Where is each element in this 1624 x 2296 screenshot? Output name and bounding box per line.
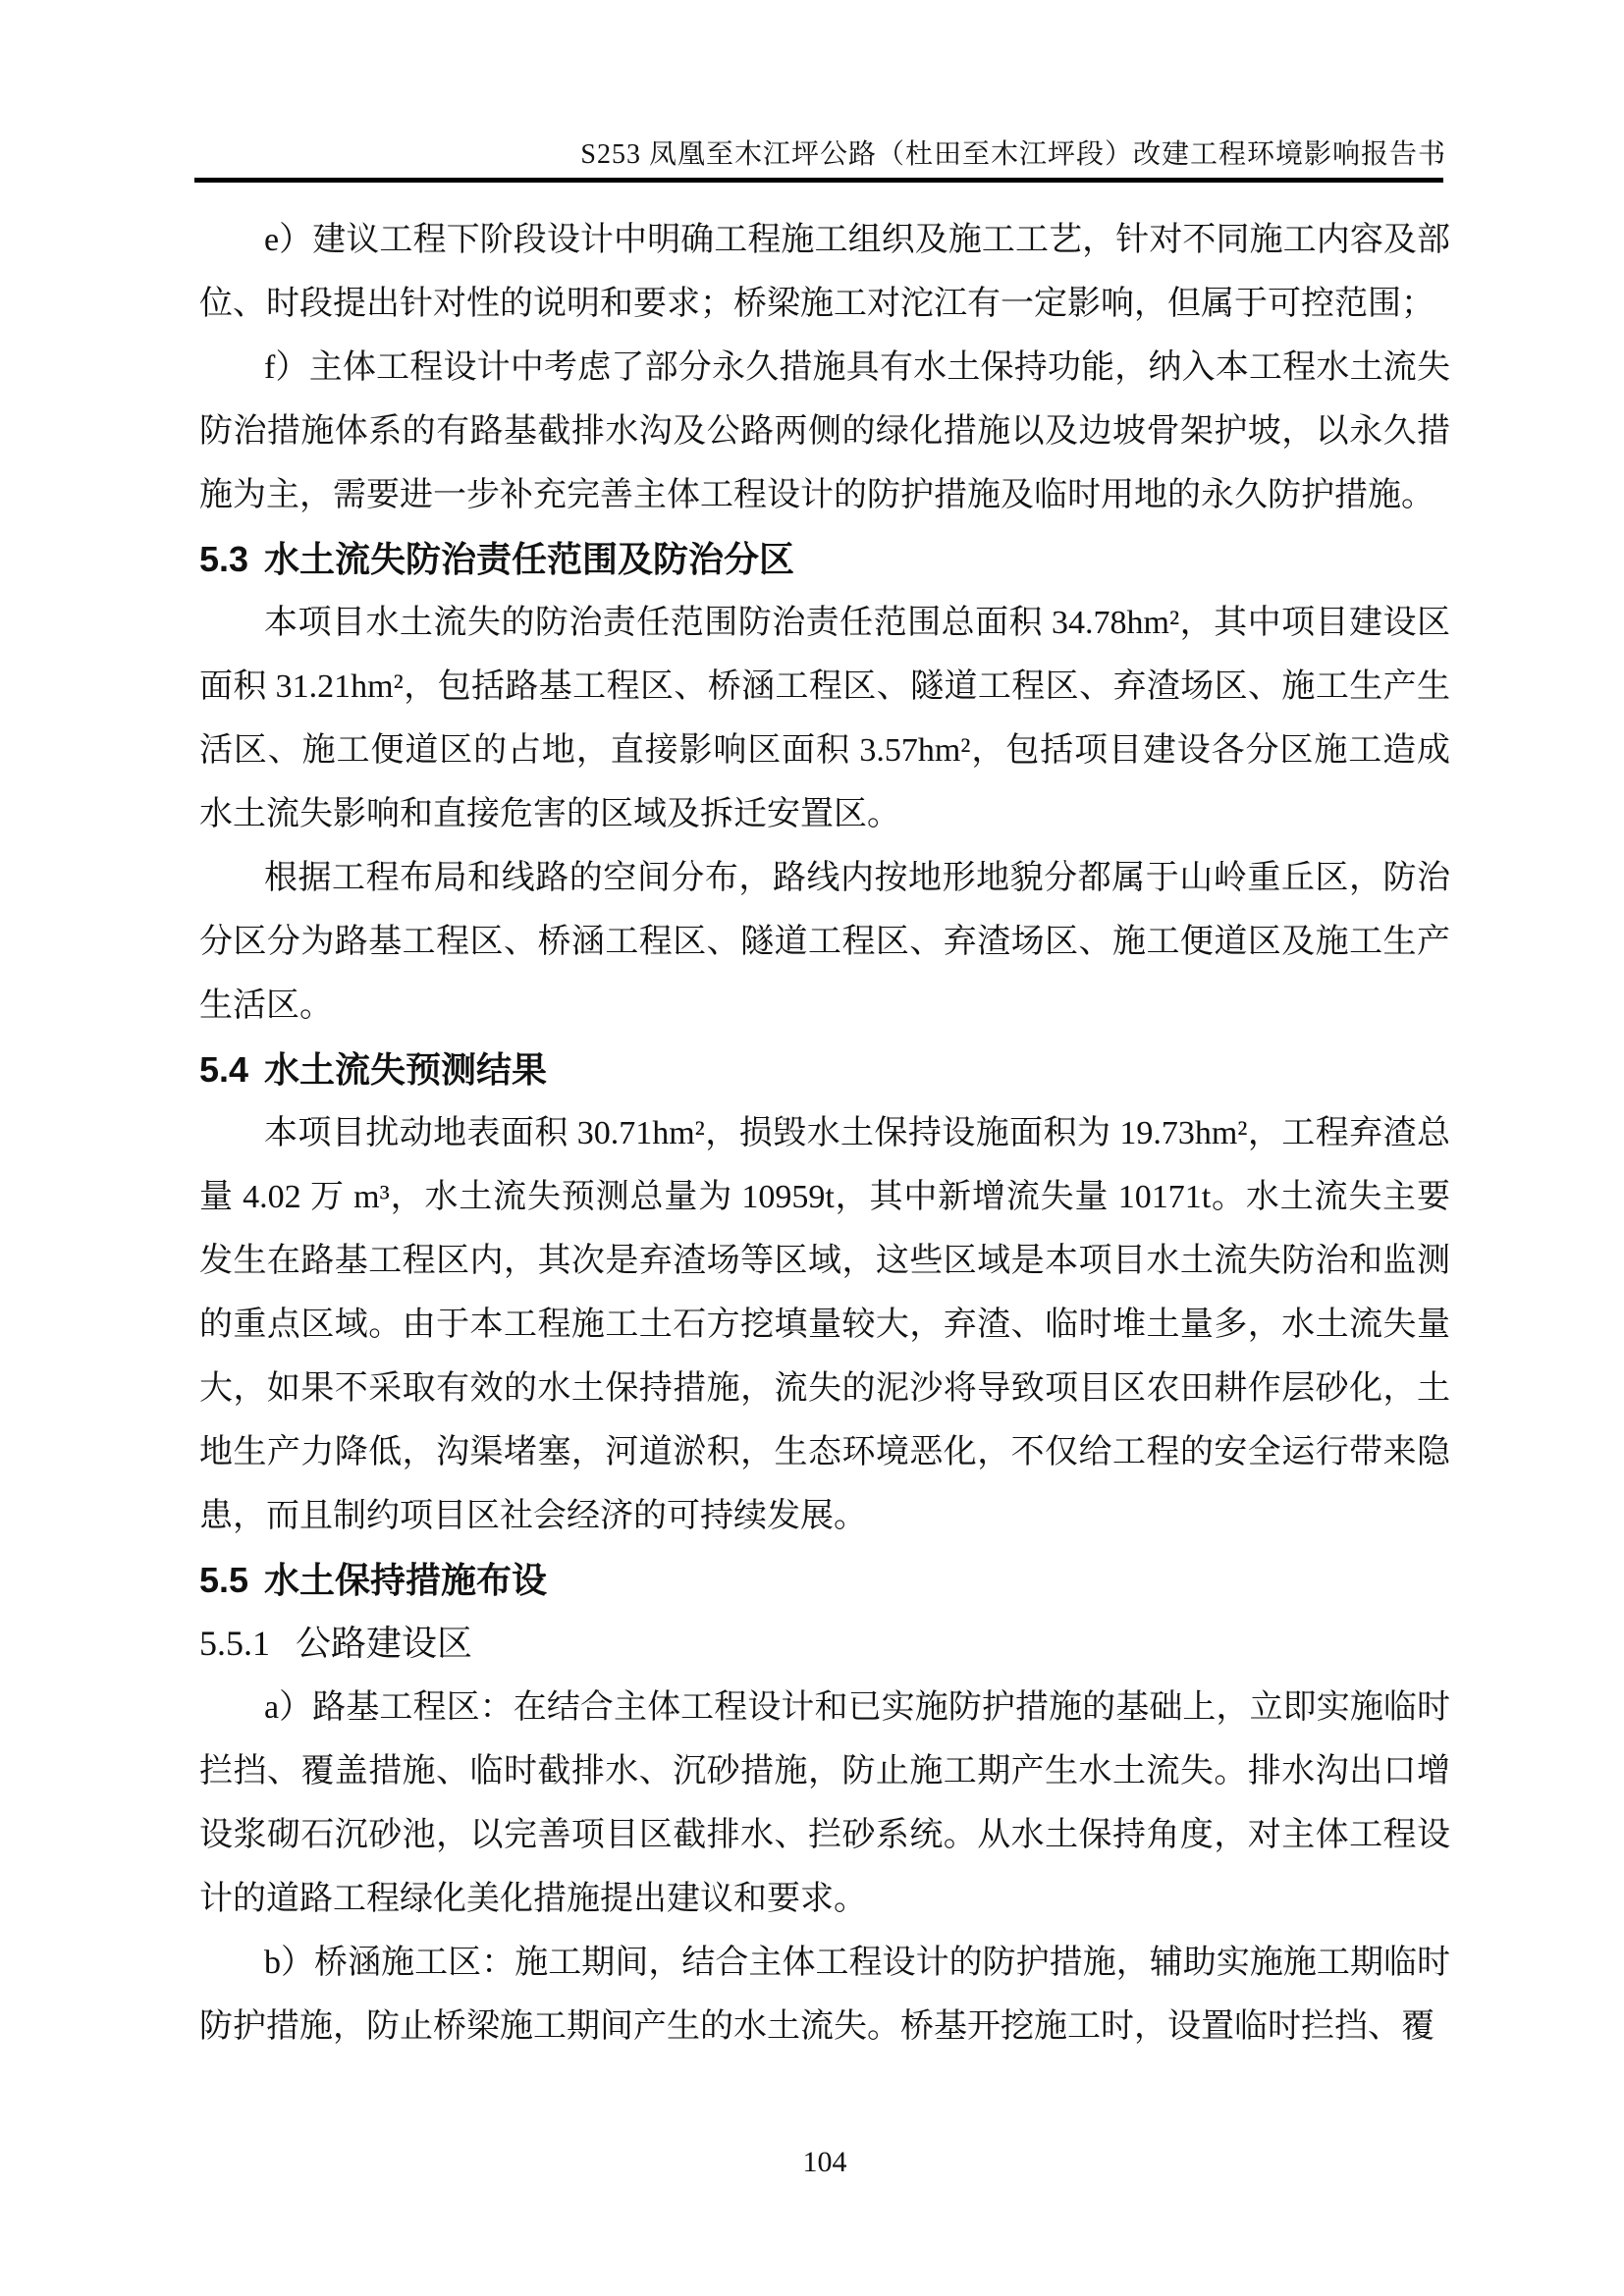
subsection-number: 5.5.1 — [199, 1624, 270, 1663]
section-heading-5-3 — [199, 527, 1450, 591]
section-heading-5-5 — [199, 1548, 1450, 1612]
page-number: 104 — [802, 2146, 847, 2178]
page-body — [199, 208, 1450, 2058]
section-number: 5.4 — [199, 1049, 249, 1090]
section-title: 水土保持措施布设 — [264, 1560, 548, 1600]
paragraph-5-3-zoning: 根据工程布局和线路的空间分布，路线内按地形地貌分都属于山岭重丘区，防治分区分为路基工程区、桥涵工程区、隧道工程区、弃渣场区、施工便道区及施工生产生活区。 — [199, 860, 1450, 1024]
header-rule — [194, 178, 1443, 183]
section-title: 水土流失防治责任范围及防治分区 — [264, 539, 795, 579]
subsection-heading-5-5-1 — [199, 1612, 1450, 1676]
subsection-title: 公路建设区 — [296, 1624, 473, 1663]
section-title: 水土流失预测结果 — [264, 1049, 548, 1090]
paragraph-item-b: b）桥涵施工区：施工期间，结合主体工程设计的防护措施，辅助实施施工期临时防护措施，防止桥梁施工期间产生的水土流失。桥基开挖施工时，设置临时拦挡、覆 — [199, 1945, 1450, 2045]
paragraph-item-e: e）建议工程下阶段设计中明确工程施工组织及施工工艺，针对不同施工内容及部位、时段提出针对性的说明和要求；桥梁施工对沱江有一定影响，但属于可控范围； — [199, 222, 1450, 322]
section-heading-5-4 — [199, 1038, 1450, 1101]
section-number: 5.3 — [199, 539, 249, 579]
paragraph-item-a: a）路基工程区：在结合主体工程设计和已实施防护措施的基础上，立即实施临时拦挡、覆盖措施、临时截排水、沉砂措施，防止施工期产生水土流失。排水沟出口增设浆砌石沉砂池，以完善项目区截排水、拦砂系统。从水土保持角度，对主体工程设计的道路工程绿化美化措施提出建议和要求。 — [199, 1689, 1450, 1917]
paragraph-5-4-prediction: 本项目扰动地表面积 30.71hm²，损毁水土保持设施面积为 19.73hm²，工程弃渣总量 4.02 万 m³，水土流失预测总量为 10959t，其中新增流失量 10171t。水土流失主要发生在路基工程区内，其次是弃渣场等区域，这些区域是本项目水土流失防治和监测的重点区域。由于本工程施工土石方挖填量较大，弃渣、临时堆土量多，水土流失量大，如果不采取有效的水土保持措施，流失的泥沙将导致项目区农田耕作层砂化，土地生产力降低，沟渠堵塞，河道淤积，生态环境恶化，不仅给工程的安全运行带来隐患，而且制约项目区社会经济的可持续发展。 — [199, 1115, 1450, 1534]
running-header: S253 凤凰至木江坪公路（杜田至木江坪段）改建工程环境影响报告书 — [580, 139, 1446, 170]
paragraph-item-f: f）主体工程设计中考虑了部分永久措施具有水土保持功能，纳入本工程水土流失防治措施体系的有路基截排水沟及公路两侧的绿化措施以及边坡骨架护坡，以永久措施为主，需要进一步补充完善主体工程设计的防护措施及临时用地的永久防护措施。 — [199, 349, 1450, 513]
paragraph-5-3-responsibility: 本项目水土流失的防治责任范围防治责任范围总面积 34.78hm²，其中项目建设区面积 31.21hm²，包括路基工程区、桥涵工程区、隧道工程区、弃渣场区、施工生产生活区、施工便道区的占地，直接影响区面积 3.57hm²，包括项目建设各分区施工造成水土流失影响和直接危害的区域及拆迁安置区。 — [199, 605, 1450, 832]
section-number: 5.5 — [199, 1560, 249, 1600]
